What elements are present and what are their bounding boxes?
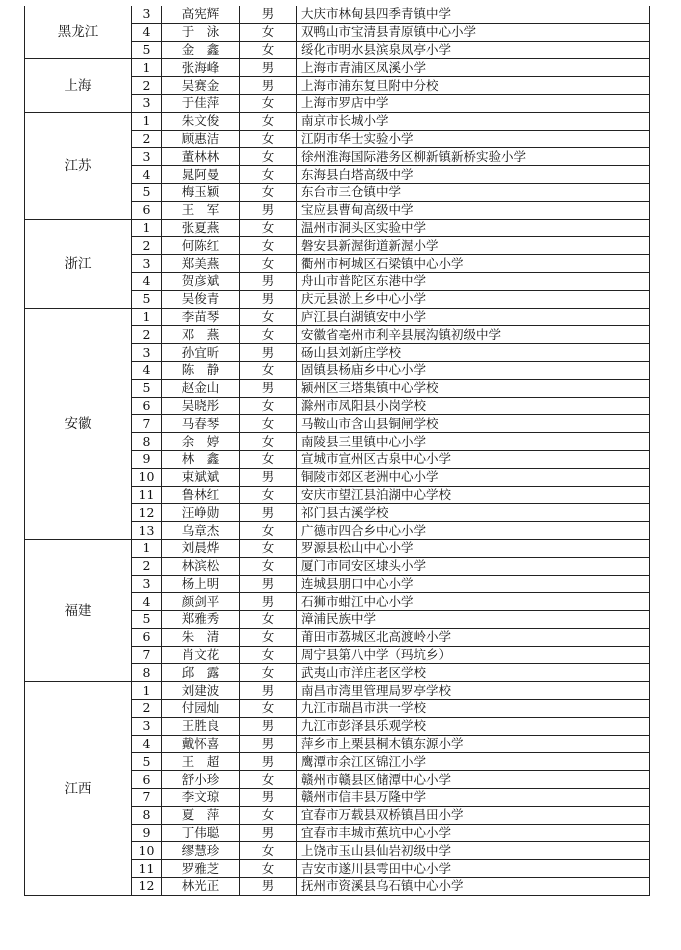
- province-cell: 江西: [25, 682, 132, 896]
- school-cell: 上海市青浦区凤溪小学: [297, 59, 650, 77]
- gender-cell: 男: [240, 59, 297, 77]
- school-cell: 宜春市万载县双桥镇昌田小学: [297, 806, 650, 824]
- school-cell: 武夷山市洋庄老区学校: [297, 664, 650, 682]
- name-cell: 于 泳: [162, 23, 240, 41]
- school-cell: 舟山市普陀区东港中学: [297, 272, 650, 290]
- name-cell: 夏 萍: [162, 806, 240, 824]
- school-cell: 马鞍山市含山县铜闸学校: [297, 415, 650, 433]
- row-number-cell: 1: [132, 539, 162, 557]
- table-row: [25, 682, 650, 700]
- name-cell: 金 鑫: [162, 41, 240, 59]
- row-number-cell: 7: [132, 789, 162, 807]
- school-cell: 滁州市凤阳县小岗学校: [297, 397, 650, 415]
- gender-cell: 男: [240, 735, 297, 753]
- school-cell: 赣州市赣县区储潭中心小学: [297, 771, 650, 789]
- school-cell: 南昌市湾里管理局罗亭学校: [297, 682, 650, 700]
- school-cell: 安徽省亳州市利辛县展沟镇初级中学: [297, 326, 650, 344]
- name-cell: 肖文花: [162, 646, 240, 664]
- school-cell: 庐江县白湖镇安中小学: [297, 308, 650, 326]
- table-row: [25, 219, 650, 237]
- name-cell: 林光正: [162, 878, 240, 896]
- gender-cell: 女: [240, 166, 297, 184]
- name-cell: 朱文俊: [162, 112, 240, 130]
- school-cell: 莆田市荔城区北高渡岭小学: [297, 628, 650, 646]
- school-cell: 铜陵市郊区老洲中心小学: [297, 468, 650, 486]
- name-cell: 孙宜昕: [162, 344, 240, 362]
- row-number-cell: 4: [132, 166, 162, 184]
- table-row: [25, 59, 650, 77]
- gender-cell: 女: [240, 539, 297, 557]
- table-row: [25, 308, 650, 326]
- school-cell: 九江市瑞昌市洪一学校: [297, 700, 650, 718]
- gender-cell: 男: [240, 593, 297, 611]
- row-number-cell: 6: [132, 771, 162, 789]
- row-number-cell: 12: [132, 878, 162, 896]
- name-cell: 贺彦斌: [162, 272, 240, 290]
- school-cell: 广德市四合乡中心小学: [297, 522, 650, 540]
- name-cell: 高宪辉: [162, 6, 240, 23]
- name-cell: 顾惠洁: [162, 130, 240, 148]
- name-cell: 吴晓彤: [162, 397, 240, 415]
- name-cell: 李苗琴: [162, 308, 240, 326]
- row-number-cell: 1: [132, 219, 162, 237]
- name-cell: 董林林: [162, 148, 240, 166]
- row-number-cell: 4: [132, 593, 162, 611]
- gender-cell: 女: [240, 842, 297, 860]
- name-cell: 朱 清: [162, 628, 240, 646]
- school-cell: 江阴市华士实验小学: [297, 130, 650, 148]
- row-number-cell: 8: [132, 664, 162, 682]
- row-number-cell: 5: [132, 183, 162, 201]
- gender-cell: 女: [240, 433, 297, 451]
- table-row: [25, 112, 650, 130]
- gender-cell: 女: [240, 41, 297, 59]
- row-number-cell: 13: [132, 522, 162, 540]
- row-number-cell: 5: [132, 753, 162, 771]
- gender-cell: 女: [240, 148, 297, 166]
- gender-cell: 女: [240, 130, 297, 148]
- gender-cell: 女: [240, 486, 297, 504]
- row-number-cell: 11: [132, 486, 162, 504]
- gender-cell: 男: [240, 789, 297, 807]
- row-number-cell: 2: [132, 237, 162, 255]
- gender-cell: 女: [240, 771, 297, 789]
- name-cell: 陈 静: [162, 361, 240, 379]
- school-cell: 宜春市丰城市蕉坑中心小学: [297, 824, 650, 842]
- row-number-cell: 6: [132, 628, 162, 646]
- school-cell: 大庆市林甸县四季青镇中学: [297, 6, 650, 23]
- row-number-cell: 6: [132, 201, 162, 219]
- school-cell: 九江市彭泽县乐观学校: [297, 717, 650, 735]
- school-cell: 周宁县第八中学（玛坑乡）: [297, 646, 650, 664]
- school-cell: 吉安市遂川县雩田中心小学: [297, 860, 650, 878]
- gender-cell: 女: [240, 326, 297, 344]
- school-cell: 抚州市资溪县乌石镇中心小学: [297, 878, 650, 896]
- gender-cell: 女: [240, 112, 297, 130]
- table-row: [25, 6, 650, 23]
- name-cell: 吴赛金: [162, 77, 240, 95]
- province-cell: 福建: [25, 539, 132, 681]
- row-number-cell: 6: [132, 397, 162, 415]
- school-cell: 连城县朋口中心小学: [297, 575, 650, 593]
- row-number-cell: 2: [132, 557, 162, 575]
- row-number-cell: 11: [132, 860, 162, 878]
- name-cell: 余 婷: [162, 433, 240, 451]
- gender-cell: 女: [240, 397, 297, 415]
- name-cell: 梅玉颖: [162, 183, 240, 201]
- school-cell: 赣州市信丰县万隆中学: [297, 789, 650, 807]
- name-cell: 赵金山: [162, 379, 240, 397]
- school-cell: 南京市长城小学: [297, 112, 650, 130]
- school-cell: 上海市浦东复旦附中分校: [297, 77, 650, 95]
- name-cell: 邱 露: [162, 664, 240, 682]
- gender-cell: 女: [240, 700, 297, 718]
- row-number-cell: 2: [132, 326, 162, 344]
- row-number-cell: 4: [132, 735, 162, 753]
- gender-cell: 女: [240, 361, 297, 379]
- school-cell: 东海县白塔高级中学: [297, 166, 650, 184]
- teacher-list-table: [24, 6, 650, 896]
- row-number-cell: 4: [132, 361, 162, 379]
- row-number-cell: 3: [132, 94, 162, 112]
- row-number-cell: 12: [132, 504, 162, 522]
- name-cell: 王 军: [162, 201, 240, 219]
- row-number-cell: 1: [132, 112, 162, 130]
- gender-cell: 男: [240, 379, 297, 397]
- name-cell: 丁伟聪: [162, 824, 240, 842]
- gender-cell: 男: [240, 682, 297, 700]
- row-number-cell: 2: [132, 77, 162, 95]
- name-cell: 邓 燕: [162, 326, 240, 344]
- gender-cell: 男: [240, 6, 297, 23]
- row-number-cell: 8: [132, 806, 162, 824]
- gender-cell: 男: [240, 290, 297, 308]
- school-cell: 祁门县古溪学校: [297, 504, 650, 522]
- name-cell: 刘建波: [162, 682, 240, 700]
- school-cell: 厦门市同安区埭头小学: [297, 557, 650, 575]
- name-cell: 杨上明: [162, 575, 240, 593]
- school-cell: 宣城市宣州区古泉中心小学: [297, 450, 650, 468]
- gender-cell: 女: [240, 237, 297, 255]
- school-cell: 鹰潭市余江区锦江小学: [297, 753, 650, 771]
- school-cell: 东台市三仓镇中学: [297, 183, 650, 201]
- name-cell: 李文琼: [162, 789, 240, 807]
- row-number-cell: 3: [132, 717, 162, 735]
- gender-cell: 男: [240, 272, 297, 290]
- row-number-cell: 1: [132, 59, 162, 77]
- province-cell: 江苏: [25, 112, 132, 219]
- school-cell: 砀山县刘新庄学校: [297, 344, 650, 362]
- name-cell: 束斌斌: [162, 468, 240, 486]
- name-cell: 林 鑫: [162, 450, 240, 468]
- name-cell: 张海峰: [162, 59, 240, 77]
- name-cell: 刘晨烨: [162, 539, 240, 557]
- gender-cell: 女: [240, 806, 297, 824]
- name-cell: 戴怀喜: [162, 735, 240, 753]
- gender-cell: 女: [240, 94, 297, 112]
- school-cell: 颍州区三塔集镇中心学校: [297, 379, 650, 397]
- row-number-cell: 5: [132, 290, 162, 308]
- gender-cell: 女: [240, 860, 297, 878]
- row-number-cell: 10: [132, 842, 162, 860]
- gender-cell: 女: [240, 628, 297, 646]
- gender-cell: 女: [240, 646, 297, 664]
- name-cell: 舒小珍: [162, 771, 240, 789]
- row-number-cell: 7: [132, 415, 162, 433]
- gender-cell: 女: [240, 522, 297, 540]
- table-row: [25, 539, 650, 557]
- school-cell: 宝应县曹甸高级中学: [297, 201, 650, 219]
- row-number-cell: 5: [132, 611, 162, 629]
- row-number-cell: 9: [132, 450, 162, 468]
- school-cell: 固镇县杨庙乡中心小学: [297, 361, 650, 379]
- school-cell: 双鸭山市宝清县青原镇中心小学: [297, 23, 650, 41]
- name-cell: 乌章杰: [162, 522, 240, 540]
- province-cell: 安徽: [25, 308, 132, 539]
- name-cell: 缪慧珍: [162, 842, 240, 860]
- school-cell: 上饶市玉山县仙岩初级中学: [297, 842, 650, 860]
- name-cell: 马春琴: [162, 415, 240, 433]
- row-number-cell: 10: [132, 468, 162, 486]
- row-number-cell: 3: [132, 255, 162, 273]
- gender-cell: 男: [240, 575, 297, 593]
- school-cell: 石狮市蚶江中心小学: [297, 593, 650, 611]
- gender-cell: 女: [240, 450, 297, 468]
- row-number-cell: 8: [132, 433, 162, 451]
- gender-cell: 男: [240, 504, 297, 522]
- name-cell: 晁阿曼: [162, 166, 240, 184]
- row-number-cell: 3: [132, 6, 162, 23]
- name-cell: 罗雅芝: [162, 860, 240, 878]
- row-number-cell: 5: [132, 379, 162, 397]
- gender-cell: 女: [240, 183, 297, 201]
- school-cell: 温州市洞头区实验中学: [297, 219, 650, 237]
- gender-cell: 男: [240, 468, 297, 486]
- school-cell: 磐安县新渥街道新渥小学: [297, 237, 650, 255]
- row-number-cell: 4: [132, 272, 162, 290]
- name-cell: 郑雅秀: [162, 611, 240, 629]
- gender-cell: 男: [240, 717, 297, 735]
- name-cell: 张夏燕: [162, 219, 240, 237]
- gender-cell: 男: [240, 753, 297, 771]
- row-number-cell: 1: [132, 308, 162, 326]
- row-number-cell: 4: [132, 23, 162, 41]
- gender-cell: 女: [240, 611, 297, 629]
- province-cell: 黑龙江: [25, 6, 132, 59]
- name-cell: 何陈红: [162, 237, 240, 255]
- province-cell: 浙江: [25, 219, 132, 308]
- teacher-list-body: [25, 6, 650, 895]
- gender-cell: 男: [240, 878, 297, 896]
- gender-cell: 女: [240, 308, 297, 326]
- gender-cell: 女: [240, 415, 297, 433]
- school-cell: 上海市罗店中学: [297, 94, 650, 112]
- row-number-cell: 3: [132, 148, 162, 166]
- gender-cell: 男: [240, 201, 297, 219]
- gender-cell: 女: [240, 23, 297, 41]
- name-cell: 吴俊青: [162, 290, 240, 308]
- name-cell: 郑美燕: [162, 255, 240, 273]
- row-number-cell: 2: [132, 700, 162, 718]
- province-cell: 上海: [25, 59, 132, 112]
- school-cell: 徐州淮海国际港务区柳新镇新桥实验小学: [297, 148, 650, 166]
- name-cell: 林滨松: [162, 557, 240, 575]
- gender-cell: 女: [240, 219, 297, 237]
- gender-cell: 男: [240, 77, 297, 95]
- gender-cell: 女: [240, 664, 297, 682]
- row-number-cell: 5: [132, 41, 162, 59]
- school-cell: 安庆市望江县泊湖中心学校: [297, 486, 650, 504]
- name-cell: 颜剑平: [162, 593, 240, 611]
- school-cell: 漳浦民族中学: [297, 611, 650, 629]
- row-number-cell: 7: [132, 646, 162, 664]
- gender-cell: 男: [240, 344, 297, 362]
- gender-cell: 女: [240, 557, 297, 575]
- row-number-cell: 3: [132, 344, 162, 362]
- name-cell: 鲁林红: [162, 486, 240, 504]
- school-cell: 衢州市柯城区石梁镇中心小学: [297, 255, 650, 273]
- school-cell: 萍乡市上栗县桐木镇东源小学: [297, 735, 650, 753]
- name-cell: 王 超: [162, 753, 240, 771]
- gender-cell: 女: [240, 255, 297, 273]
- school-cell: 绥化市明水县滨泉凤亭小学: [297, 41, 650, 59]
- row-number-cell: 1: [132, 682, 162, 700]
- name-cell: 于佳萍: [162, 94, 240, 112]
- school-cell: 南陵县三里镇中心小学: [297, 433, 650, 451]
- name-cell: 王胜良: [162, 717, 240, 735]
- name-cell: 付园灿: [162, 700, 240, 718]
- name-cell: 汪峥勋: [162, 504, 240, 522]
- school-cell: 罗源县松山中心小学: [297, 539, 650, 557]
- row-number-cell: 2: [132, 130, 162, 148]
- school-cell: 庆元县淤上乡中心小学: [297, 290, 650, 308]
- row-number-cell: 9: [132, 824, 162, 842]
- row-number-cell: 3: [132, 575, 162, 593]
- gender-cell: 男: [240, 824, 297, 842]
